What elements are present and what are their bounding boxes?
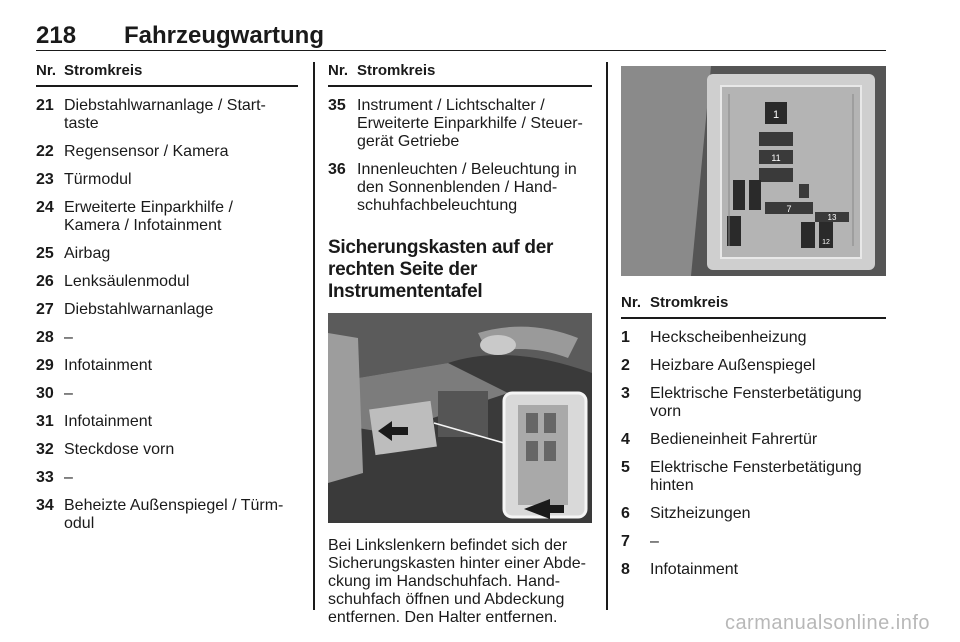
fuse-number: 29 bbox=[36, 357, 54, 374]
circuit-name: Bedieneinheit Fahrertür bbox=[650, 431, 818, 448]
fuse-number: 8 bbox=[621, 561, 630, 578]
circuit-name: Lenksäulenmodul bbox=[64, 273, 190, 290]
circuit-name: Regensensor / Kamera bbox=[64, 143, 229, 160]
table-row bbox=[621, 459, 886, 495]
fuse-number: 22 bbox=[36, 143, 54, 160]
fuse-number: 24 bbox=[36, 199, 54, 216]
fuse-number: 36 bbox=[328, 161, 346, 178]
circuit-name: Infotainment bbox=[650, 561, 739, 578]
circuit-header: Stromkreis bbox=[650, 294, 729, 311]
table-row bbox=[36, 385, 298, 403]
table-row bbox=[36, 245, 298, 263]
table-row bbox=[328, 161, 592, 215]
table-row bbox=[621, 385, 886, 421]
circuit-name: Heizbare Außenspiegel bbox=[650, 357, 816, 374]
table-row bbox=[621, 329, 886, 347]
fuse-number: 27 bbox=[36, 301, 54, 318]
circuit-name: Instrument / Lichtschalter / Erweiterte Einparkhilfe / Steuer- gerät Getriebe bbox=[357, 97, 583, 150]
circuit-name: Infotainment bbox=[64, 357, 153, 374]
fuse-label: 7 bbox=[786, 204, 792, 214]
fusebox-photo bbox=[621, 66, 886, 276]
table-row bbox=[36, 97, 298, 133]
fuse-label: 1 bbox=[772, 109, 780, 121]
circuit-name: – bbox=[650, 533, 659, 550]
table-row bbox=[36, 497, 298, 533]
fuse-number: 7 bbox=[621, 533, 630, 550]
section-heading: Sicherungskasten auf der rechten Seite der Instrumententafel bbox=[328, 237, 554, 302]
circuit-name: Beheizte Außenspiegel / Türm- odul bbox=[64, 497, 284, 532]
circuit-name: Steckdose vorn bbox=[64, 441, 175, 458]
circuit-name: – bbox=[64, 329, 73, 346]
table-header bbox=[328, 62, 592, 87]
column-divider bbox=[606, 62, 608, 610]
table-row bbox=[621, 357, 886, 375]
circuit-name: Diebstahlwarnanlage / Start- taste bbox=[64, 97, 266, 132]
nr-header: Nr. bbox=[328, 62, 349, 79]
fuse-number: 6 bbox=[621, 505, 630, 522]
table-header bbox=[36, 62, 298, 87]
table-body bbox=[36, 97, 298, 533]
column-divider bbox=[313, 62, 315, 610]
fuse-table-1 bbox=[36, 62, 298, 533]
circuit-name: Elektrische Fensterbetätigung vorn bbox=[650, 385, 862, 420]
glovebox-illustration bbox=[328, 313, 592, 523]
fuse-number: 2 bbox=[621, 357, 630, 374]
circuit-name: Erweiterte Einparkhilfe / Kamera / Infotainment bbox=[64, 199, 233, 234]
nr-header: Nr. bbox=[621, 294, 642, 311]
table-header bbox=[621, 294, 886, 319]
circuit-name: Infotainment bbox=[64, 413, 153, 430]
table-row bbox=[36, 329, 298, 347]
table-row bbox=[36, 441, 298, 459]
table-row bbox=[36, 413, 298, 431]
circuit-name: Elektrische Fensterbetätigung hinten bbox=[650, 459, 862, 494]
circuit-name: Sitzheizungen bbox=[650, 505, 751, 522]
table-row bbox=[36, 199, 298, 235]
table-row bbox=[36, 273, 298, 291]
fuse-number: 5 bbox=[621, 459, 630, 476]
table-row bbox=[621, 533, 886, 551]
fuse-number: 33 bbox=[36, 469, 54, 486]
circuit-name: Innenleuchten / Beleuchtung in den Sonnenblenden / Hand- schuhfachbeleuchtung bbox=[357, 161, 577, 214]
fuse-label: 13 bbox=[827, 213, 837, 222]
table-row bbox=[36, 171, 298, 189]
fuse-number: 30 bbox=[36, 385, 54, 402]
table-body bbox=[621, 329, 886, 579]
watermark: carmanualsonline.info bbox=[724, 612, 930, 634]
table-row bbox=[621, 431, 886, 449]
fuse-number: 21 bbox=[36, 97, 54, 114]
fuse-number: 34 bbox=[36, 497, 54, 514]
column-2 bbox=[328, 62, 592, 627]
circuit-name: Airbag bbox=[64, 245, 111, 262]
table-row bbox=[621, 561, 886, 579]
circuit-header: Stromkreis bbox=[64, 62, 143, 79]
circuit-name: Diebstahlwarnanlage bbox=[64, 301, 214, 318]
fuse-number: 3 bbox=[621, 385, 630, 402]
fuse-number: 23 bbox=[36, 171, 54, 188]
fuse-number: 26 bbox=[36, 273, 54, 290]
page-number: 218 bbox=[36, 22, 77, 49]
circuit-name: Türmodul bbox=[64, 171, 132, 188]
fuse-number: 25 bbox=[36, 245, 54, 262]
circuit-name: – bbox=[64, 385, 73, 402]
fuse-number: 28 bbox=[36, 329, 54, 346]
table-row bbox=[328, 97, 592, 151]
fuse-number: 32 bbox=[36, 441, 54, 458]
fuse-number: 31 bbox=[36, 413, 54, 430]
chapter-title: Fahrzeugwartung bbox=[124, 22, 325, 49]
fusebox-illustration bbox=[621, 66, 886, 276]
table-row bbox=[621, 505, 886, 523]
fuse-number: 35 bbox=[328, 97, 346, 114]
column-3 bbox=[621, 62, 886, 579]
fuse-label: 11 bbox=[771, 153, 781, 163]
fuse-number: 4 bbox=[621, 431, 630, 448]
instruction-paragraph: Bei Linkslenkern befindet sich der Sicherungskasten hinter einer Abde- ckung im Handschuhfach. Hand- schuhfach öffnen und Abdeckung entfernen. Den Halter entfernen. bbox=[328, 537, 586, 626]
table-body bbox=[328, 97, 592, 215]
circuit-header: Stromkreis bbox=[357, 62, 436, 79]
fuse-number: 1 bbox=[621, 329, 630, 346]
fuse-label: 12 bbox=[822, 239, 830, 246]
circuit-name: Heckscheibenheizung bbox=[650, 329, 807, 346]
page-header bbox=[36, 22, 886, 51]
nr-header: Nr. bbox=[36, 62, 57, 79]
glovebox-photo bbox=[328, 313, 592, 523]
circuit-name: – bbox=[64, 469, 73, 486]
table-row bbox=[36, 301, 298, 319]
table-row bbox=[36, 357, 298, 375]
table-row bbox=[36, 469, 298, 487]
table-row bbox=[36, 143, 298, 161]
